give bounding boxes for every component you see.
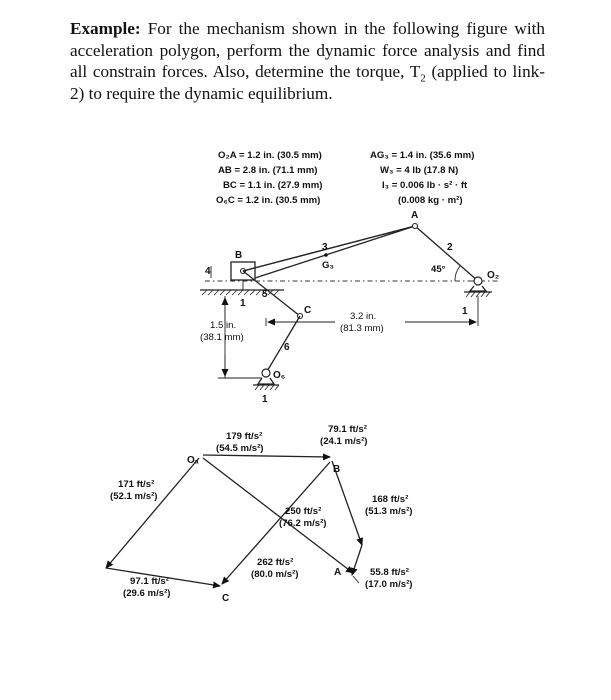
given-o2a: O₂A = 1.2 in. (30.5 mm) bbox=[218, 150, 322, 161]
vector-a-tail bbox=[353, 576, 359, 583]
vector-oa-to-a bbox=[203, 458, 353, 573]
link-3-lower-edge bbox=[255, 226, 415, 278]
o6-ground-hatch bbox=[253, 385, 279, 390]
val-250-si: (76.2 m/s²) bbox=[279, 518, 327, 529]
val-791-si: (24.1 m/s²) bbox=[320, 436, 368, 447]
pivot-o6 bbox=[262, 369, 270, 377]
label-g3: G₃ bbox=[322, 260, 334, 271]
val-171-si: (52.1 m/s²) bbox=[110, 491, 158, 502]
problem-text: For the mechanism shown in the following figure with acceleration polygon, perform the dynamic force analysis and find all constrain forces. Also, determine the torque, T bbox=[70, 19, 545, 81]
o6-support bbox=[258, 378, 274, 384]
given-i3-si: (0.008 kg · m²) bbox=[398, 195, 463, 206]
o2-support bbox=[470, 286, 486, 291]
label-b: B bbox=[235, 250, 243, 261]
angle-arc bbox=[455, 266, 460, 281]
given-ab: AB = 2.8 in. (71.1 mm) bbox=[218, 165, 318, 176]
vector-oa-to-left bbox=[106, 458, 199, 568]
val-168-si: (51.3 m/s²) bbox=[365, 506, 413, 517]
mechanism bbox=[200, 210, 500, 405]
link-6 bbox=[266, 316, 300, 373]
poly-label-oa: Oₐ bbox=[187, 455, 199, 466]
torque-subscript: 2 bbox=[420, 72, 426, 85]
dim-vert-mm: (38.1 mm) bbox=[200, 332, 244, 343]
vector-oa-to-b bbox=[203, 455, 330, 457]
label-o2: O₂ bbox=[487, 270, 500, 281]
label-ground-1-o6: 1 bbox=[262, 394, 268, 405]
val-250: 250 ft/s² bbox=[285, 506, 322, 517]
val-558: 55.8 ft/s² bbox=[370, 567, 409, 578]
label-angle: 45° bbox=[431, 264, 446, 275]
acceleration-polygon bbox=[106, 424, 412, 604]
dim-horiz-mm: (81.3 mm) bbox=[340, 323, 384, 334]
poly-label-c: C bbox=[222, 593, 230, 604]
joint-a bbox=[413, 224, 418, 229]
poly-label-b: B bbox=[333, 464, 341, 475]
label-link-4: 4 bbox=[205, 266, 211, 277]
label-ground-1-o2: 1 bbox=[462, 306, 468, 317]
label-link-2: 2 bbox=[447, 242, 453, 253]
val-171: 171 ft/s² bbox=[118, 479, 155, 490]
given-ag3: AG₃ = 1.4 in. (35.6 mm) bbox=[370, 150, 475, 161]
label-o6: O₆ bbox=[273, 370, 286, 381]
label-ground-1-slider: 1 bbox=[240, 298, 246, 309]
val-971-si: (29.6 m/s²) bbox=[123, 588, 171, 599]
dim-horiz-in: 3.2 in. bbox=[350, 311, 377, 322]
val-168: 168 ft/s² bbox=[372, 494, 409, 505]
example-label: Example: bbox=[70, 19, 141, 38]
val-558-si: (17.0 m/s²) bbox=[365, 579, 413, 590]
pivot-o2 bbox=[474, 277, 482, 285]
label-link-6: 6 bbox=[284, 342, 290, 353]
given-o6c: O₆C = 1.2 in. (30.5 mm) bbox=[216, 195, 321, 206]
link-2 bbox=[415, 226, 478, 281]
label-c: C bbox=[304, 305, 312, 316]
vector-to-a bbox=[352, 545, 362, 575]
given-w3: W₃ = 4 lb (17.8 N) bbox=[380, 165, 459, 176]
label-a: A bbox=[411, 210, 419, 221]
val-971: 97.1 ft/s² bbox=[130, 576, 169, 587]
problem-text-end: (applied to link-2) to require the dynamic equilibrium. bbox=[70, 62, 545, 103]
val-179: 179 ft/s² bbox=[226, 431, 263, 442]
given-data bbox=[216, 150, 474, 206]
poly-label-a: A bbox=[334, 567, 342, 578]
val-179-si: (54.5 m/s²) bbox=[216, 443, 264, 454]
val-791: 79.1 ft/s² bbox=[328, 424, 367, 435]
label-link-5: 5 bbox=[262, 289, 268, 300]
given-bc: BC = 1.1 in. (27.9 mm) bbox=[223, 180, 323, 191]
g3-point bbox=[324, 253, 328, 257]
val-262: 262 ft/s² bbox=[257, 557, 294, 568]
label-link-3: 3 bbox=[322, 242, 328, 253]
dim-vert-in: 1.5 in. bbox=[210, 320, 237, 331]
given-i3: I₃ = 0.006 lb · s² · ft bbox=[382, 180, 468, 191]
val-262-si: (80.0 m/s²) bbox=[251, 569, 299, 580]
